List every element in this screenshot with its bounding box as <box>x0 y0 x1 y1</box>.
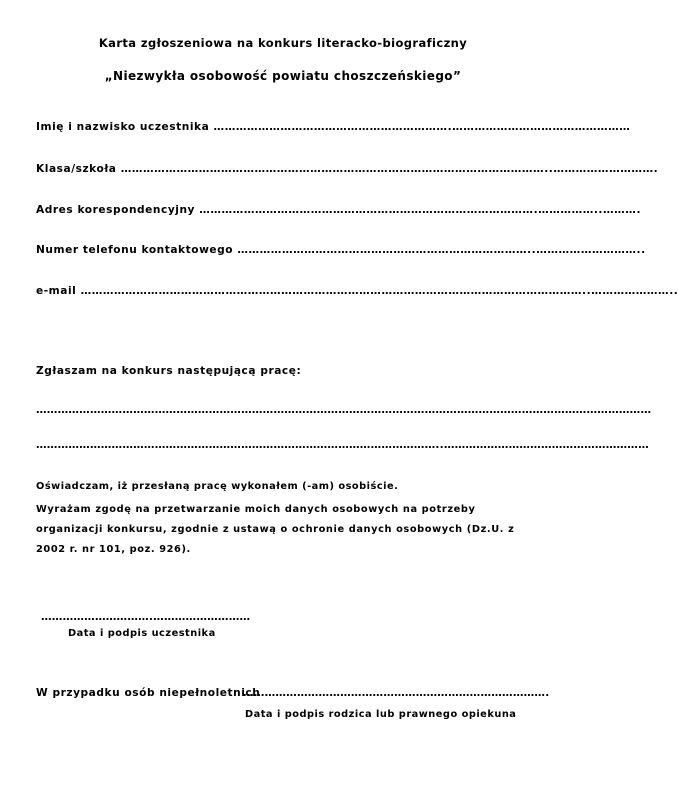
minors-label: W przypadku osób niepełnoletnich <box>36 687 261 699</box>
guardian-signature-label: Data i podpis rodzica lub prawnego opiekuna <box>245 709 517 720</box>
email-field: e-mail ………………………………………………………………………………………………………………………..………………….. <box>36 285 678 297</box>
submission-line-1: ……………………………………………………………………………………………………………………………………………………… <box>36 404 652 416</box>
class-school-field: Klasa/szkoła ……………………………………………………………………………………………………..………………………. <box>36 163 659 175</box>
authorship-statement: Oświadczam, iż przesłaną pracę wykonałem (-am) osobiście. <box>36 481 399 492</box>
data-consent-paragraph: Wyrażam zgodę na przetwarzanie moich danych osobowych na potrzeby organizacji konkursu, zgodnie z ustawą o ochronie danych osobowych (Dz.U. z 2002 r. nr 101, poz. 926). <box>36 504 515 555</box>
submission-line-2: …………………………………………………………………………………………………..………………………………………………… <box>36 439 649 451</box>
address-field: Adres korespondencyjny ……………………………………………………………………………….……………..………. <box>36 204 642 216</box>
guardian-signature-line: …………………………………………………………………………. <box>243 687 550 699</box>
participant-signature-label: Data i podpis uczestnika <box>68 628 216 639</box>
submission-label: Zgłaszam na konkurs następującą pracę: <box>36 365 302 377</box>
participant-name-field: Imię i nazwisko uczestnika ……………………………………………………….………………………………………… <box>36 121 631 133</box>
form-title: Karta zgłoszeniowa na konkurs literacko-biograficzny <box>98 36 468 50</box>
participant-signature-line: ………………………….……………………… <box>41 611 251 623</box>
phone-field: Numer telefonu kontaktowego ……………………………………………………………………..……………………….. <box>36 244 646 256</box>
contest-name: „Niezwykła osobowość powiatu choszczeńskiego” <box>104 69 462 83</box>
